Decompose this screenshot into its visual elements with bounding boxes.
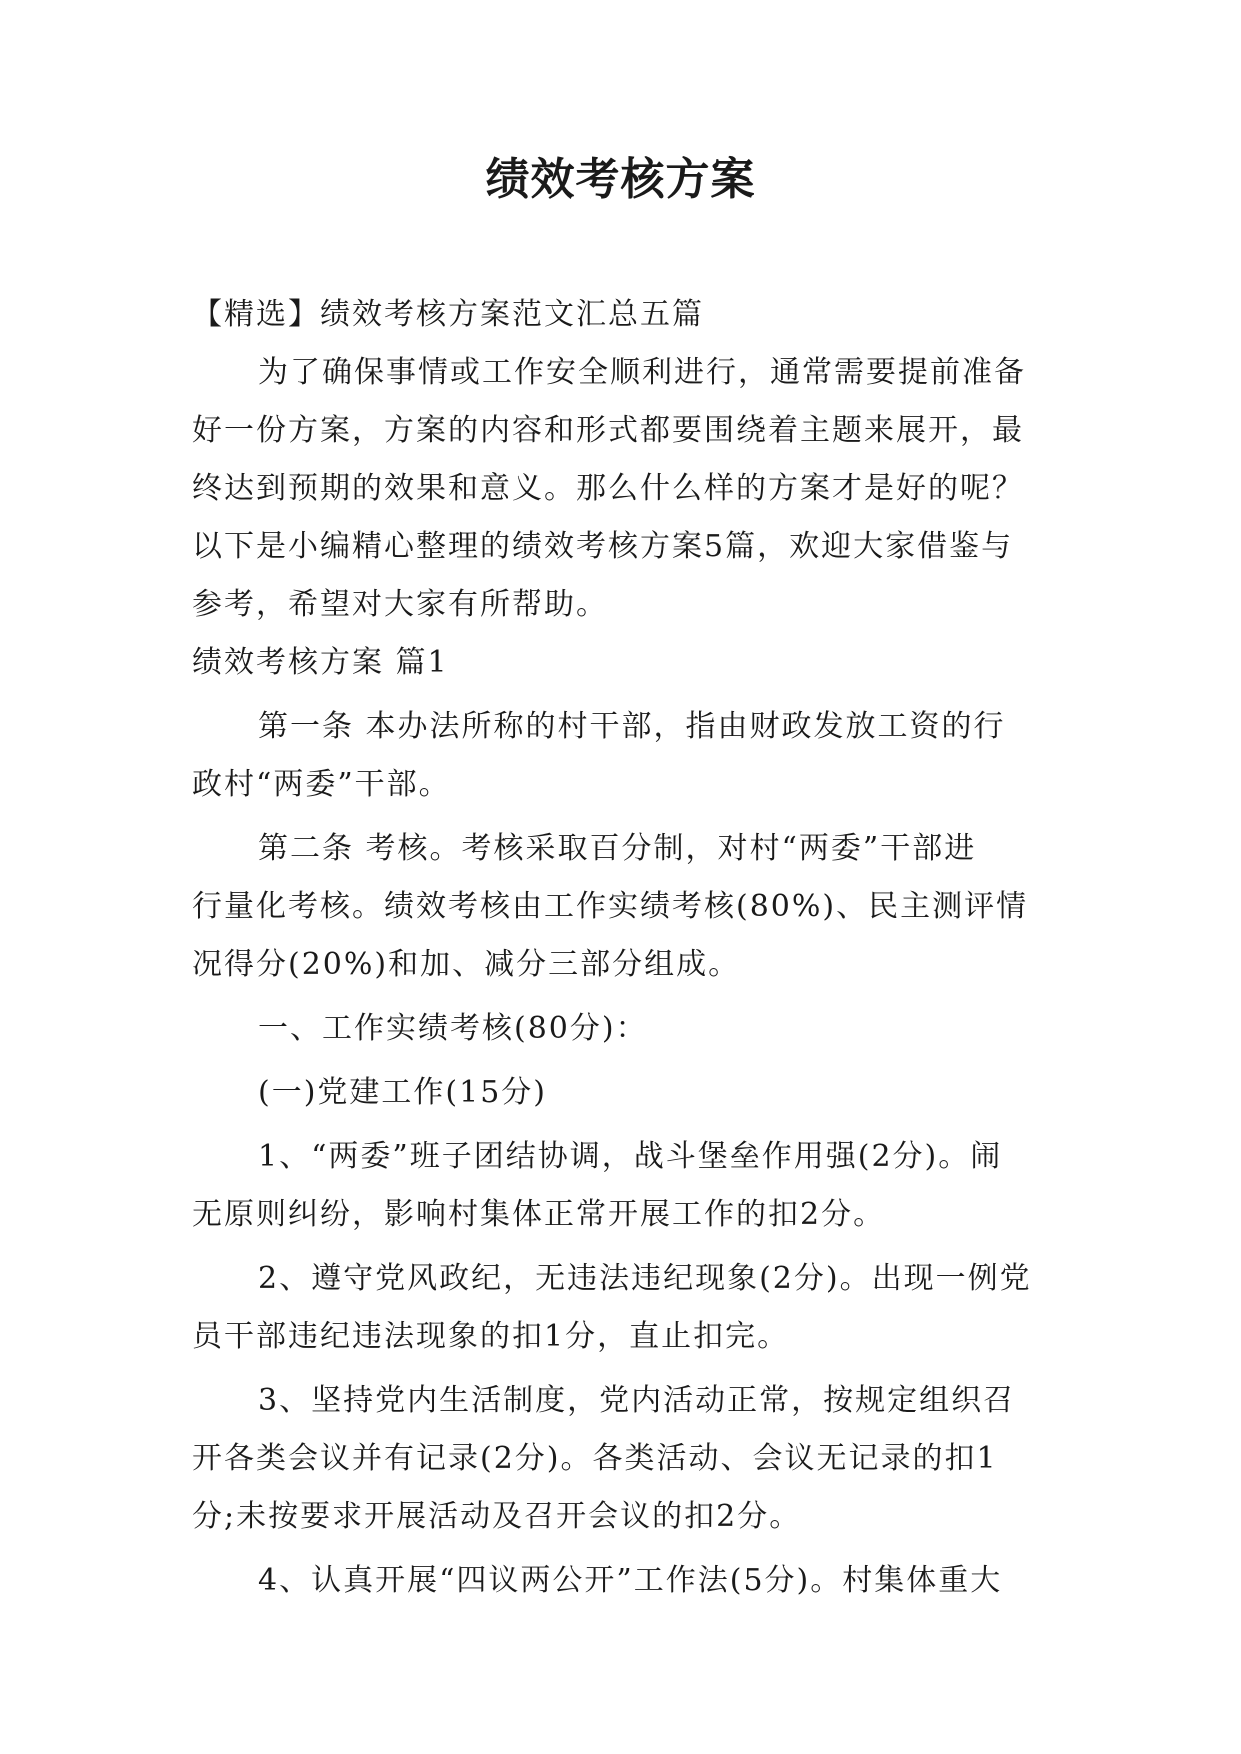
paragraph-line: 1、“两委”班子团结协调，战斗堡垒作用强(2分)。闹 [258, 1139, 1003, 1174]
paragraph-line: 行量化考核。绩效考核由工作实绩考核(80%)、民主测评情 [192, 889, 1029, 924]
subtitle-line: 【精选】绩效考核方案范文汇总五篇 [192, 297, 704, 332]
paragraph-line: 况得分(20%)和加、减分三部分组成。 [192, 947, 741, 982]
paragraph-line: 参考，希望对大家有所帮助。 [192, 587, 608, 622]
document-body [192, 286, 1052, 1610]
paragraph-line: 4、认真开展“四议两公开”工作法(5分)。村集体重大 [258, 1563, 1003, 1598]
paragraph-line: 分;未按要求开展活动及召开会议的扣2分。 [192, 1499, 802, 1534]
paragraph-line: 无原则纠纷，影响村集体正常开展工作的扣2分。 [192, 1197, 886, 1232]
paragraph-line: 一、工作实绩考核(80分)： [258, 1011, 648, 1046]
paragraph-line: 第一条 本办法所称的村干部，指由财政发放工资的行 [258, 709, 1006, 744]
section-heading: 绩效考核方案 篇1 [192, 645, 449, 680]
paragraph-line: 政村“两委”干部。 [192, 767, 451, 802]
paragraph-line: (一)党建工作(15分) [258, 1075, 547, 1110]
paragraph-line: 以下是小编精心整理的绩效考核方案5篇，欢迎大家借鉴与 [192, 529, 1014, 564]
paragraph-line: 开各类会议并有记录(2分)。各类活动、会议无记录的扣1 [192, 1441, 998, 1476]
paragraph-line: 员干部违纪违法现象的扣1分，直止扣完。 [192, 1319, 790, 1354]
paragraph-line: 为了确保事情或工作安全顺利进行，通常需要提前准备 [258, 355, 1026, 390]
paragraph-line: 3、坚持党内生活制度，党内活动正常，按规定组织召 [258, 1383, 1016, 1418]
document-title: 绩效考核方案 [485, 154, 756, 205]
paragraph-line: 第二条 考核。考核采取百分制，对村“两委”干部进 [258, 831, 977, 866]
paragraph-line: 好一份方案，方案的内容和形式都要围绕着主题来展开，最 [192, 413, 1024, 448]
paragraph-line: 终达到预期的效果和意义。那么什么样的方案才是好的呢？ [192, 471, 1024, 506]
paragraph-line: 2、遵守党风政纪，无违法违纪现象(2分)。出现一例党 [258, 1261, 1032, 1296]
